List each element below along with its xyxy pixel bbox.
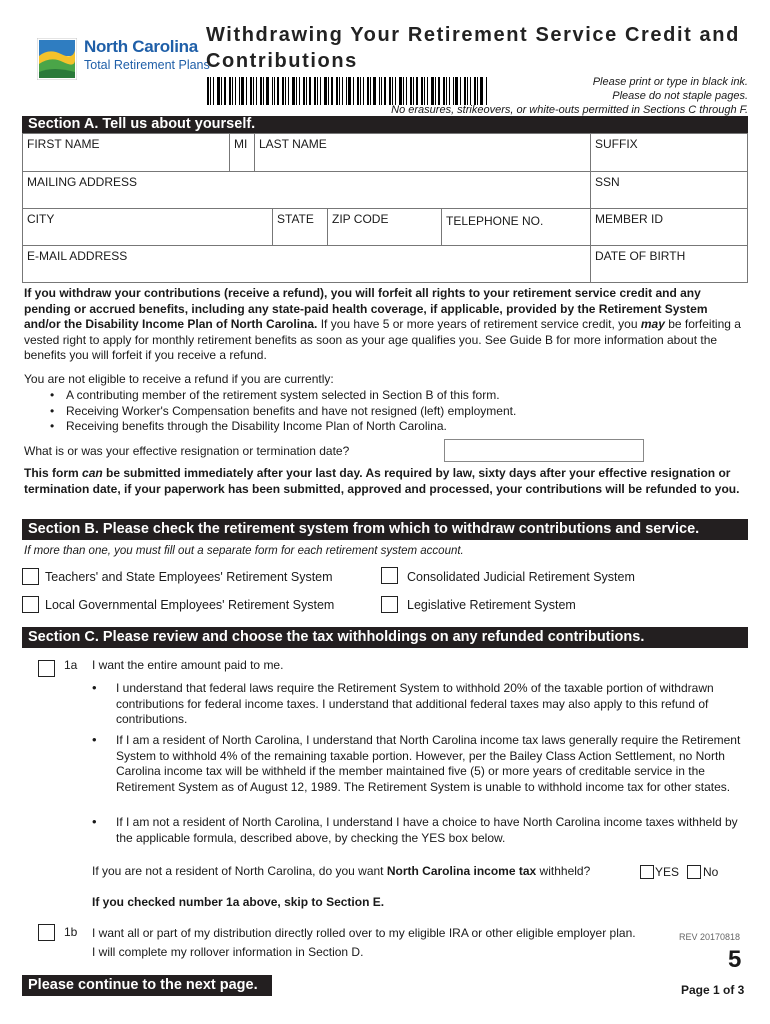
city-label: CITY <box>27 212 55 226</box>
barcode-bar <box>453 77 454 105</box>
no-label: No <box>703 865 719 879</box>
zip-field[interactable] <box>327 209 441 245</box>
federal-tax-bullet: I understand that federal laws require the Retirement System to withhold 20% of the taxable portion of withdrawn contributions for federal income taxes. I understand that additional federal taxes may also apply to this refund of contributions. <box>116 681 714 726</box>
barcode-bar <box>367 77 369 105</box>
barcode-bar <box>342 77 343 105</box>
form-title <box>206 22 756 74</box>
barcode-bar <box>363 77 364 105</box>
barcode-bar <box>303 77 305 105</box>
barcode-bar <box>260 77 262 105</box>
mailing-address-field[interactable] <box>23 172 590 208</box>
section-b-header: Section B. Please check the retirement system from which to withdraw contributions and service. <box>22 519 748 540</box>
last-name-field[interactable] <box>254 134 590 171</box>
email-label: E-MAIL ADDRESS <box>27 249 128 263</box>
barcode-bar <box>285 77 286 105</box>
address-row <box>23 171 747 208</box>
first-name-field[interactable] <box>23 134 229 171</box>
logo-line2: Total Retirement Plans <box>84 58 210 72</box>
barcode-bar <box>217 77 220 105</box>
list-item: • Receiving Worker's Compensation benefits and have not resigned (left) employment. <box>48 404 516 420</box>
barcode-bar <box>256 77 257 105</box>
barcode-bar <box>328 77 329 105</box>
option-1a-label: I want the entire amount paid to me. <box>92 658 284 672</box>
section-a-header: Section A. Tell us about yourself. <box>22 116 748 133</box>
barcode-bar <box>474 77 476 105</box>
barcode-bar <box>309 77 311 105</box>
nc-question-bold: North Carolina income tax <box>386 864 537 878</box>
member-id-label: MEMBER ID <box>595 212 664 226</box>
cjrs-label: Consolidated Judicial Retirement System <box>407 570 635 584</box>
barcode-bar <box>353 77 354 105</box>
submit-paragraph <box>24 466 746 497</box>
barcode-bar <box>470 77 471 105</box>
barcode-bar <box>403 77 404 105</box>
section-b-subtitle: If more than one, you must fill out a separate form for each retirement system account. <box>24 545 464 557</box>
barcode-bar <box>421 77 423 105</box>
form-number: 5 <box>728 946 742 973</box>
nc-tax-bullet: If I am a resident of North Carolina, I understand that North Carolina income tax laws generally require the Retirement System to withhold 4% of the remaining taxable portion. However, per the Bailey Class Action Settlement, no North Carolina income tax will be withheld if the member maintained five (5) or more years of creditable service in the Retirement System as of August 12, 1989. The Retirement System is unable to withhold income tax for other states. <box>116 733 741 794</box>
last-name-label: LAST NAME <box>259 137 327 151</box>
barcode-bar <box>266 77 269 105</box>
mi-field[interactable] <box>229 134 254 171</box>
list-item: • Receiving benefits through the Disability Income Plan of North Carolina. <box>48 419 516 435</box>
barcode-bar <box>246 77 247 105</box>
bullet-dot: • <box>92 814 97 829</box>
barcode-bar <box>346 77 347 105</box>
barcode-bar <box>427 77 428 105</box>
list-item: • A contributing member of the retirement system selected in Section B of this form. <box>48 388 516 404</box>
barcode-bar <box>272 77 273 105</box>
dob-label: DATE OF BIRTH <box>595 249 686 263</box>
barcode-bar <box>253 77 254 105</box>
erasure-note: No erasures, strikeovers, or white-outs permitted in Sections C through F. <box>391 104 748 116</box>
barcode-bar <box>381 77 382 105</box>
nc-logo-icon <box>37 38 77 80</box>
resignation-question: What is or was your effective resignation or termination date? <box>24 444 350 458</box>
barcode-bar <box>389 77 391 105</box>
barcode-bar <box>416 77 418 105</box>
barcode-bar <box>292 77 295 105</box>
barcode-bar <box>379 77 380 105</box>
form-title-line2: Contributions <box>206 50 358 72</box>
suffix-field[interactable] <box>590 134 747 171</box>
yes-label: YES <box>655 865 680 879</box>
nc-withholding-question <box>92 864 590 878</box>
barcode-bar <box>277 77 279 105</box>
barcode-bar <box>274 77 275 105</box>
staple-note: Please do not staple pages. <box>612 90 748 102</box>
state-label: STATE <box>277 212 314 226</box>
barcode-bar <box>435 77 436 105</box>
option-1b-label-line1: I want all or part of my distribution directly rolled over to my eligible IRA or other eligible employer plan. <box>92 926 636 940</box>
submit-text-1: This form <box>24 466 83 480</box>
barcode-bar <box>299 77 300 105</box>
city-row <box>23 208 747 245</box>
bullet-dot: • <box>92 732 97 747</box>
barcode-bar <box>235 77 236 105</box>
option-1b-label-line2: I will complete my rollover information in Section D. <box>92 945 364 959</box>
option-1a-number: 1a <box>64 658 78 672</box>
barcode-bar <box>373 77 376 105</box>
barcode-bar <box>410 77 412 105</box>
barcode-bar <box>306 77 307 105</box>
barcode-bar <box>395 77 396 105</box>
option-1a-checkbox[interactable] <box>38 660 55 677</box>
barcode-bar <box>229 77 231 105</box>
barcode-bar <box>336 77 338 105</box>
barcode-bar <box>486 77 487 105</box>
nc-total-retirement-plans-logo <box>37 36 210 84</box>
forfeit-text-2: be forfeiting a vested right to apply for monthly retirement benefits as soon as your age qualifies you. See Guide B for more information about the benefits you will forfeit if you receive a refund. <box>24 317 741 362</box>
mi-label: MI <box>234 137 248 151</box>
form-title-line1: Withdrawing Your Retirement Service Credit and <box>206 24 740 46</box>
barcode-bar <box>384 77 386 105</box>
barcode-bar <box>296 77 297 105</box>
forfeit-bold-text: If you withdraw your contributions (receive a refund), you will forfeit all rights to your retirement service credit and any pending or accrued benefits, including any state-paid health coverage, if applicable, provided by the Retirement System and/or the Disability Income Plan of North Carolina. <box>24 286 708 331</box>
barcode-bar <box>339 77 340 105</box>
submit-can: can <box>82 466 103 480</box>
state-field[interactable] <box>272 209 327 245</box>
ssn-field[interactable] <box>590 172 747 208</box>
barcode-bar <box>241 77 244 105</box>
barcode-bar <box>348 77 351 105</box>
tsers-checkbox[interactable] <box>22 568 39 585</box>
barcode-bar <box>477 77 478 105</box>
barcode-bar <box>282 77 284 105</box>
barcode-bar <box>250 77 252 105</box>
barcode-bar <box>392 77 393 105</box>
telephone-field[interactable] <box>441 209 590 245</box>
barcode-bar <box>288 77 289 105</box>
name-row <box>23 134 747 171</box>
barcode-bar <box>467 77 468 105</box>
barcode-bar <box>460 77 461 105</box>
suffix-label: SUFFIX <box>595 137 638 151</box>
barcode-bar <box>320 77 321 105</box>
barcode-bar <box>446 77 447 105</box>
first-name-label: FIRST NAME <box>27 137 100 151</box>
barcode-bar <box>224 77 226 105</box>
personal-info-grid <box>22 133 748 283</box>
not-eligible-list <box>48 388 516 435</box>
telephone-label: TELEPHONE NO. <box>446 214 544 228</box>
barcode-bar <box>213 77 214 105</box>
barcode-bar <box>210 77 211 105</box>
barcode-bar <box>357 77 359 105</box>
barcode-bar <box>207 77 209 105</box>
city-field[interactable] <box>23 209 272 245</box>
logo-line1: North Carolina <box>84 37 198 56</box>
dob-field[interactable] <box>590 246 747 282</box>
non-resident-bullet: If I am not a resident of North Carolina, I understand I have a choice to have North Carolina income taxes withheld by the applicable formula, described above, by checking the YES box below. <box>116 815 738 845</box>
lgers-label: Local Governmental Employees' Retirement System <box>45 598 335 612</box>
barcode-bar <box>314 77 316 105</box>
zip-label: ZIP CODE <box>332 212 389 226</box>
barcode-bar <box>413 77 414 105</box>
option-1b-number: 1b <box>64 925 78 939</box>
mailing-address-label: MAILING ADDRESS <box>27 175 138 189</box>
page-number: Page 1 of 3 <box>681 983 745 997</box>
barcode-bar <box>424 77 425 105</box>
barcode-bar <box>443 77 445 105</box>
ssn-label: SSN <box>595 175 620 189</box>
section-c-header: Section C. Please review and choose the tax withholdings on any refunded contributions. <box>22 627 748 648</box>
bullet-dot: • <box>92 680 97 695</box>
resignation-date-input[interactable] <box>444 439 644 462</box>
skip-note: If you checked number 1a above, skip to Section E. <box>92 895 385 909</box>
lrs-checkbox[interactable] <box>381 596 398 613</box>
barcode-bar <box>324 77 327 105</box>
barcode-bar <box>370 77 371 105</box>
barcode-bar <box>263 77 264 105</box>
option-1b-checkbox[interactable] <box>38 924 55 941</box>
continue-banner: Please continue to the next page. <box>22 975 272 996</box>
member-id-field[interactable] <box>590 209 747 245</box>
barcode-bar <box>438 77 440 105</box>
barcode-bar <box>360 77 361 105</box>
barcode-bar <box>399 77 402 105</box>
email-row <box>23 245 747 282</box>
lrs-label: Legislative Retirement System <box>407 598 576 612</box>
not-eligible-intro: You are not eligible to receive a refund if you are currently: <box>24 372 334 386</box>
barcode-bar <box>464 77 466 105</box>
barcode-bar <box>480 77 483 105</box>
barcode-bar <box>221 77 222 105</box>
barcode-bar <box>232 77 233 105</box>
barcode-bar <box>455 77 458 105</box>
barcode-bar <box>331 77 333 105</box>
revision-code: REV 20170818 <box>679 932 741 942</box>
lgers-checkbox[interactable] <box>22 596 39 613</box>
tsers-label: Teachers' and State Employees' Retirement System <box>45 570 333 584</box>
nc-question-text-1: If you are not a resident of North Carolina, do you want <box>92 864 387 878</box>
barcode-bar <box>317 77 318 105</box>
submit-text-2: be submitted immediately after your last day. As required by law, sixty days after your effective resignation or termination date, if your paperwork has been submitted, approved and processed, your contributions will be refunded to you. <box>24 466 740 496</box>
forfeit-paragraph <box>24 286 746 364</box>
nc-tax-yes-checkbox[interactable] <box>640 865 654 879</box>
email-field[interactable] <box>23 246 590 282</box>
cjrs-checkbox[interactable] <box>381 567 398 584</box>
barcode-bar <box>239 77 240 105</box>
barcode-bar <box>431 77 434 105</box>
forfeit-text-1: If you have 5 or more years of retirement service credit, you <box>317 317 641 331</box>
barcode-bar <box>406 77 407 105</box>
barcode-bar <box>449 77 450 105</box>
nc-tax-no-checkbox[interactable] <box>687 865 701 879</box>
barcode <box>207 77 489 105</box>
nc-question-text-2: withheld? <box>536 864 591 878</box>
forfeit-may: may <box>640 317 665 331</box>
ink-note: Please print or type in black ink. <box>592 76 748 88</box>
